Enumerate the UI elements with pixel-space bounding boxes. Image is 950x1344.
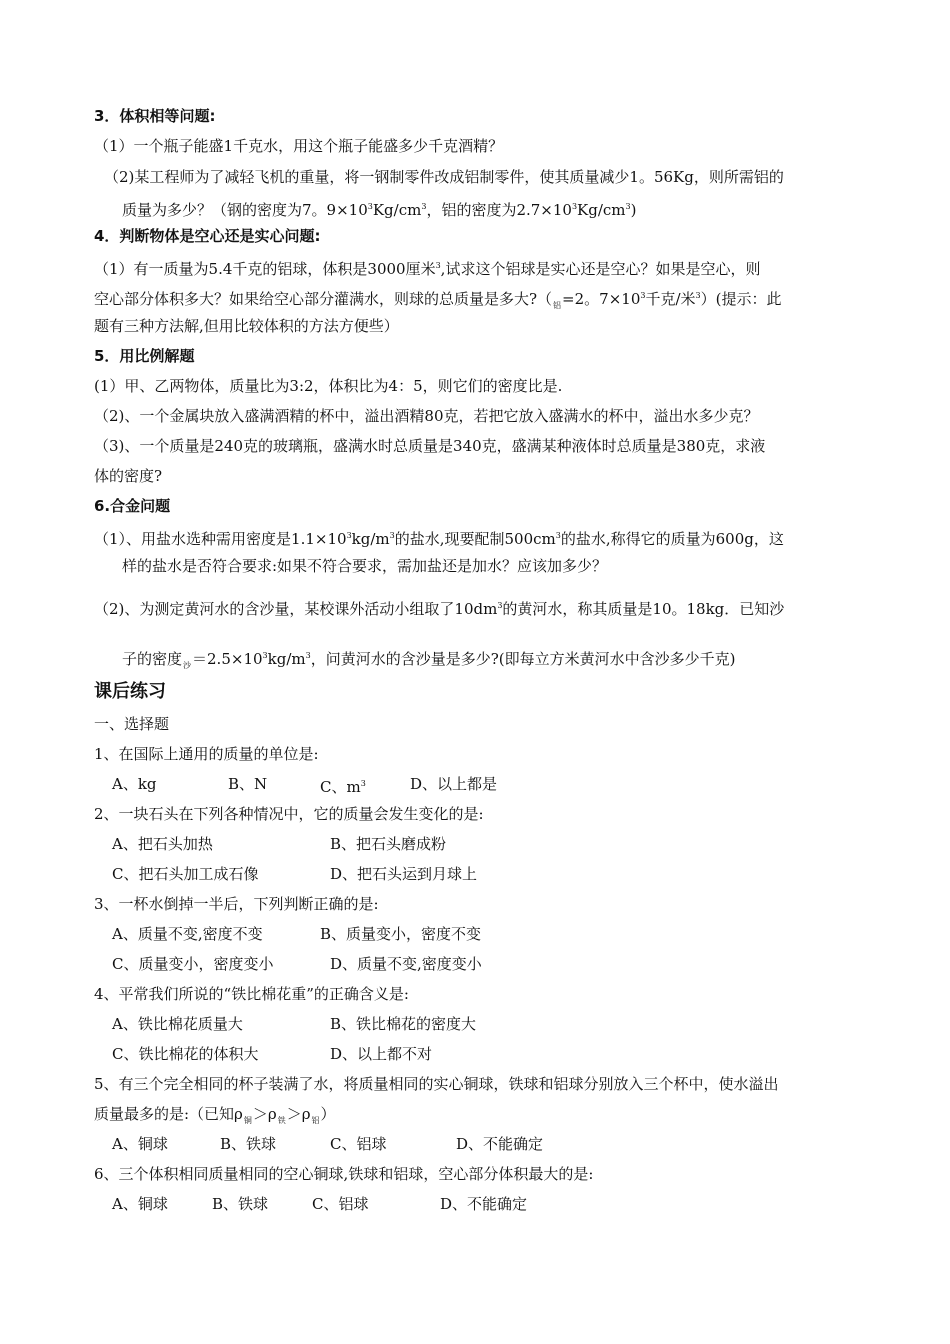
q1-option-c: C、$m^3$	[320, 778, 366, 796]
q3-option-b: B、质量变小，密度不变	[320, 925, 482, 943]
q2-option-c: C、把石头加工成石像	[112, 865, 259, 883]
q6-option-b: B、铁球	[212, 1195, 269, 1213]
sec4-problem-line3: 题有三种方法解,但用比较体积的方法方便些）	[94, 317, 399, 335]
question-1-stem: 1、在国际上通用的质量的单位是:	[94, 745, 319, 763]
sec5-problem-3-line1: （3)、一个质量是240克的玻璃瓶，盛满水时总质量是340克，盛满某种液体时总质量是380克，求液	[94, 437, 766, 455]
q6-option-a: A、铜球	[112, 1195, 168, 1213]
question-2-stem: 2、一块石头在下列各种情况中，它的质量会发生变化的是:	[94, 805, 484, 823]
sec6-problem-1-line2: 样的盐水是否符合要求:如果不符合要求，需加盐还是加水？应该加多少？	[122, 557, 608, 575]
q2-option-d: D、把石头运到月球上	[330, 865, 478, 883]
q5-option-c: C、铝球	[330, 1135, 387, 1153]
q1-option-d: D、以上都是	[410, 775, 498, 793]
question-6-stem: 6、三个体积相同质量相同的空心铜球,铁球和铝球，空心部分体积最大的是:	[94, 1165, 594, 1183]
section-3-title: 3．体积相等问题:	[94, 107, 216, 125]
q5-option-b: B、铁球	[220, 1135, 277, 1153]
practice-subtitle: 一、选择题	[94, 715, 170, 733]
q3-option-d: D、质量不变,密度变小	[330, 955, 482, 973]
sec5-problem-1: (1）甲、乙两物体，质量比为3:2，体积比为4：5，则它们的密度比是.	[94, 377, 563, 395]
q3-option-c: C、质量变小，密度变小	[112, 955, 274, 973]
question-4-stem: 4、平常我们所说的“铁比棉花重”的正确含义是:	[94, 985, 409, 1003]
q3-option-a: A、质量不变,密度不变	[112, 925, 263, 943]
q4-option-c: C、铁比棉花的体积大	[112, 1045, 259, 1063]
question-5-stem-line2: 质量最多的是:（已知$\rho_铜>\rho_铁>\rho_铝$）	[94, 1105, 336, 1125]
sec6-problem-2-line2: 子的密度$_沙=2.5\times 10^3kg/m^3$，问黄河水的含沙量是多少?(即每立方米黄河水中含沙多少千克)	[122, 650, 736, 670]
sec6-problem-1-line1: （1）、用盐水选种需用密度是$1.1\times 10^3kg/m^3$的盐水,现要配制$500cm^3$的盐水,称得它的质量为600g，这	[94, 530, 784, 548]
q5-option-d: D、不能确定	[456, 1135, 544, 1153]
q4-option-b: B、铁比棉花的密度大	[330, 1015, 477, 1033]
sec3-problem-1: （1）一个瓶子能盛1千克水，用这个瓶子能盛多少千克酒精？	[94, 137, 504, 155]
sec5-problem-3-line2: 体的密度?	[94, 467, 163, 485]
question-5-stem-line1: 5、有三个完全相同的杯子装满了水，将质量相同的实心铜球，铁球和铝球分别放入三个杯中，使水溢出	[94, 1075, 779, 1093]
sec4-problem-line2: 空心部分体积多大？如果给空心部分灌满水，则球的总质量是多大$?(_铝=2$。$7\times 10^3$千克/米$^3$）(提示：此	[94, 290, 782, 310]
sec3-problem-2-line2: 质量为多少？（钢的密度为7。$9\times 10^3Kg/cm^3$，铝的密度为$2.7\times 10^3Kg/cm^3$)	[122, 201, 637, 219]
q6-option-d: D、不能确定	[440, 1195, 528, 1213]
sec4-problem-line1: （1）有一质量为5.4千克的铝球，体积是3000厘米$^3$,试求这个铝球是实心还是空心？如果是空心，则	[94, 260, 761, 278]
q5-option-a: A、铜球	[112, 1135, 168, 1153]
section-6-title: 6.合金问题	[94, 497, 171, 515]
sec6-problem-2-line1: （2)、为测定黄河水的含沙量，某校课外活动小组取了$10dm^3$的黄河水，称其质量是10。18kg．已知沙	[94, 600, 785, 618]
q2-option-a: A、把石头加热	[112, 835, 213, 853]
q4-option-a: A、铁比棉花质量大	[112, 1015, 243, 1033]
q4-option-d: D、以上都不对	[330, 1045, 433, 1063]
practice-title: 课后练习	[94, 681, 166, 702]
section-5-title: 5．用比例解题	[94, 347, 195, 365]
q1-option-a: A、kg	[112, 775, 157, 793]
question-3-stem: 3、一杯水倒掉一半后，下列判断正确的是:	[94, 895, 379, 913]
q6-option-c: C、铝球	[312, 1195, 369, 1213]
q2-option-b: B、把石头磨成粉	[330, 835, 447, 853]
q1-option-b: B、N	[228, 775, 268, 793]
section-4-title: 4．判断物体是空心还是实心问题:	[94, 227, 321, 245]
sec5-problem-2: （2)、一个金属块放入盛满酒精的杯中，溢出酒精80克，若把它放入盛满水的杯中，溢出水多少克？	[94, 407, 759, 425]
sec3-problem-2-line1: （2)某工程师为了减轻飞机的重量，将一钢制零件改成铝制零件，使其质量减少1。56Kg，则所需铝的	[104, 168, 784, 186]
